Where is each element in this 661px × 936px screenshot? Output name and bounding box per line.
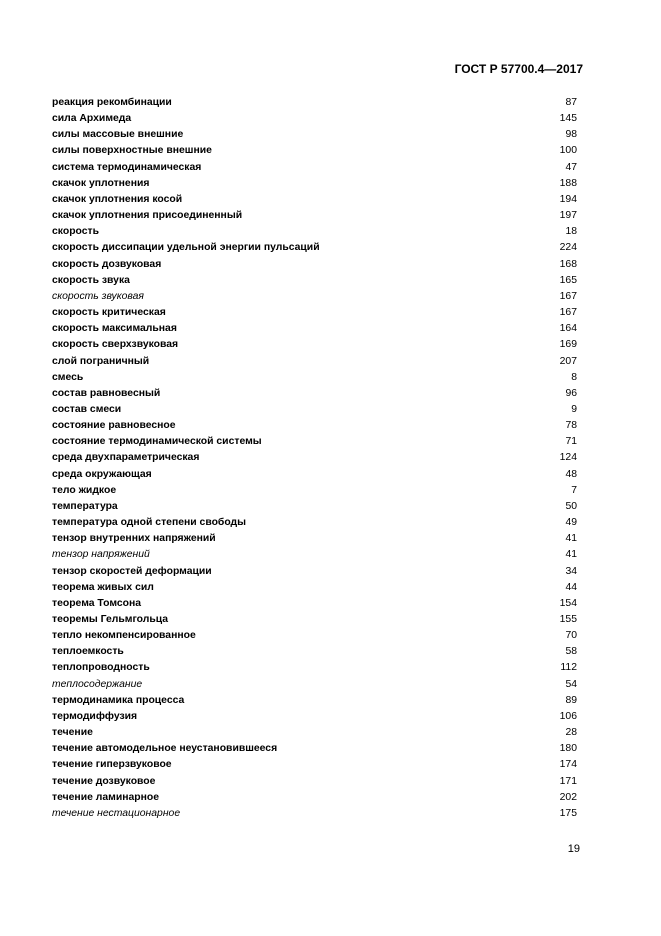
index-entry bbox=[52, 499, 577, 515]
index-entry bbox=[52, 240, 577, 256]
index-page-ref: 167 bbox=[559, 290, 577, 302]
index-page-ref: 78 bbox=[565, 420, 577, 432]
index-term: теплоемкость bbox=[52, 646, 124, 658]
index-term: среда окружающая bbox=[52, 468, 152, 480]
index-term: температура одной степени свободы bbox=[52, 517, 247, 529]
index-page-ref: 8 bbox=[571, 371, 577, 383]
index-entry bbox=[52, 208, 577, 224]
index-term: скорость сверхзвуковая bbox=[52, 339, 179, 351]
index-term: силы поверхностные внешние bbox=[52, 145, 212, 157]
index-entry bbox=[52, 660, 577, 676]
index-term: среда двухпараметрическая bbox=[52, 452, 200, 464]
index-entry bbox=[52, 257, 577, 273]
index-term: тензор напряжений bbox=[52, 549, 150, 561]
index-page-ref: 154 bbox=[559, 597, 577, 609]
index-term: течение автомодельное неустановившееся bbox=[52, 743, 278, 755]
index-entry bbox=[52, 547, 577, 563]
index-term: состав смеси bbox=[52, 403, 122, 415]
index-entry bbox=[52, 143, 577, 159]
index-term: скорость звука bbox=[52, 274, 130, 286]
index-term: скорость дозвуковая bbox=[52, 258, 162, 270]
index-page-ref: 89 bbox=[565, 694, 577, 706]
index-page-ref: 167 bbox=[559, 307, 577, 319]
index-entry bbox=[52, 386, 577, 402]
index-term: сила Архимеда bbox=[52, 113, 132, 125]
index-page-ref: 197 bbox=[559, 210, 577, 222]
index-term: слой пограничный bbox=[52, 355, 150, 367]
index-page-ref: 18 bbox=[565, 226, 577, 238]
index-entry bbox=[52, 693, 577, 709]
index-entry bbox=[52, 95, 577, 111]
index-page-ref: 188 bbox=[559, 177, 577, 189]
index-page-ref: 164 bbox=[559, 323, 577, 335]
index-entry bbox=[52, 273, 577, 289]
index-page-ref: 155 bbox=[559, 614, 577, 625]
index-entry bbox=[52, 515, 577, 531]
index-term: течение дозвуковое bbox=[52, 775, 156, 787]
index-term: тело жидкое bbox=[52, 484, 117, 496]
index-entry bbox=[52, 741, 577, 757]
page-number: 19 bbox=[567, 843, 580, 855]
index-term: термодиффузия bbox=[52, 710, 138, 722]
index-entry bbox=[52, 111, 577, 127]
index-entry bbox=[52, 289, 577, 305]
index-term: теплопроводность bbox=[52, 662, 150, 674]
index-entry bbox=[52, 192, 577, 208]
index-page-ref: 174 bbox=[559, 759, 577, 771]
index-term: теорема Томсона bbox=[52, 597, 142, 609]
index-entry bbox=[52, 644, 577, 660]
index-page-ref: 224 bbox=[559, 242, 577, 254]
index-entry bbox=[52, 434, 577, 450]
index-entry bbox=[52, 596, 577, 612]
index-term: теоремы Гельмгольца bbox=[52, 614, 169, 625]
index-entry bbox=[52, 677, 577, 693]
index-term: силы массовые внешние bbox=[52, 129, 184, 141]
index-page-ref: 47 bbox=[565, 161, 577, 173]
index-term: скорость максимальная bbox=[52, 323, 177, 335]
index-page-ref: 100 bbox=[559, 145, 577, 157]
index-page-ref: 7 bbox=[571, 484, 577, 496]
index-term: теплосодержание bbox=[52, 678, 143, 690]
index-page-ref: 28 bbox=[565, 727, 577, 739]
index-term: скорость звуковая bbox=[52, 290, 144, 302]
index-entry bbox=[52, 757, 577, 773]
index-term: состав равновесный bbox=[52, 387, 161, 399]
index-entry bbox=[52, 564, 577, 580]
index-page-ref: 207 bbox=[559, 355, 577, 367]
index-term: течение гиперзвуковое bbox=[52, 759, 172, 771]
index-term: скорость bbox=[52, 226, 100, 238]
index-entry bbox=[52, 305, 577, 321]
index-page-ref: 54 bbox=[565, 678, 577, 690]
index-page-ref: 58 bbox=[565, 646, 577, 658]
index-entry bbox=[52, 370, 577, 386]
index-term: тензор внутренних напряжений bbox=[52, 533, 216, 545]
index-entry bbox=[52, 418, 577, 434]
index-entry bbox=[52, 402, 577, 418]
index-page-ref: 87 bbox=[565, 97, 577, 108]
index-entry bbox=[52, 628, 577, 644]
index-term: реакция рекомбинации bbox=[52, 97, 172, 108]
index-page-ref: 106 bbox=[559, 710, 577, 722]
index-term: течение bbox=[52, 727, 93, 739]
document-header: ГОСТ Р 57700.4—2017 bbox=[454, 62, 583, 76]
index-term: температура bbox=[52, 500, 118, 512]
index-term: течение нестационарное bbox=[52, 807, 181, 819]
index-entry bbox=[52, 321, 577, 337]
index-page-ref: 48 bbox=[565, 468, 577, 480]
index-page-ref: 202 bbox=[559, 791, 577, 803]
index-term: система термодинамическая bbox=[52, 161, 202, 173]
index-term: состояние термодинамической системы bbox=[52, 436, 262, 448]
index-page-ref: 180 bbox=[559, 743, 577, 755]
index-page-ref: 98 bbox=[565, 129, 577, 141]
index-entry bbox=[52, 806, 577, 822]
index-page-ref: 96 bbox=[565, 387, 577, 399]
index-term: состояние равновесное bbox=[52, 420, 176, 432]
index-page-ref: 165 bbox=[559, 274, 577, 286]
index-entry bbox=[52, 612, 577, 628]
index-term: термодинамика процесса bbox=[52, 694, 185, 706]
index-page-ref: 168 bbox=[559, 258, 577, 270]
index-term: скачок уплотнения bbox=[52, 177, 150, 189]
index-entry bbox=[52, 224, 577, 240]
index-page-ref: 34 bbox=[565, 565, 577, 577]
index-page-ref: 49 bbox=[565, 517, 577, 529]
index-term: смесь bbox=[52, 371, 84, 383]
index-entry bbox=[52, 725, 577, 741]
index-page-ref: 112 bbox=[560, 662, 577, 674]
index-entry bbox=[52, 531, 577, 547]
index-entry bbox=[52, 467, 577, 483]
index-entry bbox=[52, 354, 577, 370]
index-entry bbox=[52, 790, 577, 806]
index-term: скачок уплотнения косой bbox=[52, 193, 183, 205]
index-term: тензор скоростей деформации bbox=[52, 565, 212, 577]
index-term: скорость диссипации удельной энергии пульсаций bbox=[52, 242, 320, 254]
index-page-ref: 41 bbox=[565, 549, 577, 561]
index-entry bbox=[52, 483, 577, 499]
index-entry bbox=[52, 450, 577, 466]
index-page-ref: 50 bbox=[565, 500, 577, 512]
subject-index bbox=[52, 95, 577, 822]
index-page-ref: 71 bbox=[565, 436, 577, 448]
index-page-ref: 169 bbox=[559, 339, 577, 351]
index-page-ref: 194 bbox=[559, 193, 577, 205]
index-page-ref: 124 bbox=[559, 452, 577, 464]
index-term: скорость критическая bbox=[52, 307, 166, 319]
index-entry bbox=[52, 709, 577, 725]
index-term: теорема живых сил bbox=[52, 581, 154, 593]
index-term: течение ламинарное bbox=[52, 791, 160, 803]
index-entry bbox=[52, 774, 577, 790]
index-page-ref: 175 bbox=[559, 807, 577, 819]
index-page-ref: 171 bbox=[559, 775, 577, 787]
index-entry bbox=[52, 127, 577, 143]
index-term: скачок уплотнения присоединенный bbox=[52, 210, 243, 222]
index-entry bbox=[52, 580, 577, 596]
index-page-ref: 44 bbox=[565, 581, 577, 593]
index-entry bbox=[52, 337, 577, 353]
index-entry bbox=[52, 160, 577, 176]
index-page-ref: 41 bbox=[565, 533, 577, 545]
index-page-ref: 9 bbox=[571, 403, 577, 415]
index-page-ref: 70 bbox=[565, 630, 577, 642]
index-entry bbox=[52, 176, 577, 192]
index-page-ref: 145 bbox=[559, 113, 577, 125]
index-term: тепло некомпенсированное bbox=[52, 630, 196, 642]
